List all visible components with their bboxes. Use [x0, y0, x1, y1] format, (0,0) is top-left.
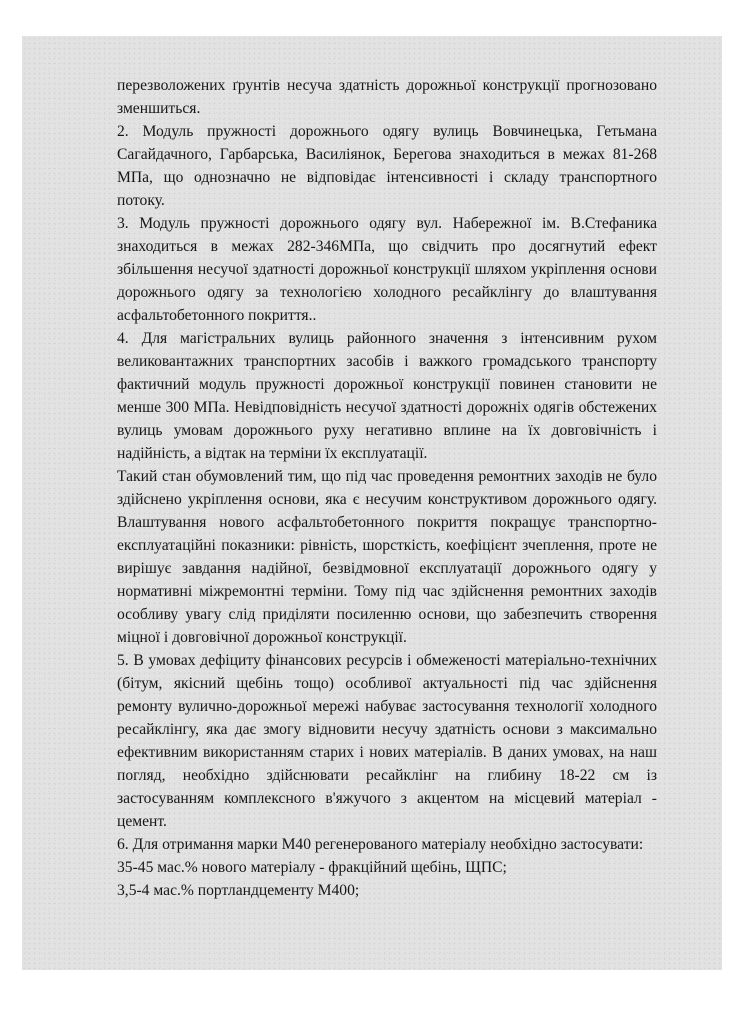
- text-line: зменшиться.: [117, 100, 201, 117]
- text-line: вирішує завдання надійної, безвідмовної експлуатації дорожнього одягу у: [117, 560, 657, 577]
- text-line: експлуатаційні показники: рівність, шорсткість, коефіцієнт зчеплення, проте не: [117, 537, 657, 554]
- document-body: [117, 74, 657, 902]
- text-line: знаходиться в межах 282-346МПа, що свідчить про досягнутий ефект: [117, 238, 657, 255]
- text-line: Сагайдачного, Гарбарська, Василіянок, Берегова знаходиться в межах 81-268: [117, 146, 657, 163]
- text-line: (бітум, якісний щебінь тощо) особливої актуальності під час здійснення: [117, 675, 657, 692]
- text-line: 6. Для отримання марки М40 регенерованого матеріалу необхідно застосувати:: [117, 836, 644, 853]
- text-line: збільшення несучої здатності дорожньої конструкції шляхом укріплення основи: [117, 261, 657, 278]
- text-line: міцної і довговічної дорожньої конструкції.: [117, 629, 407, 646]
- text-line: Влаштування нового асфальтобетонного покриття покращує транспортно-: [117, 514, 657, 531]
- text-line: МПа, що однозначно не відповідає інтенсивності і складу транспортного: [117, 169, 657, 186]
- text-line: асфальтобетонного покриття..: [117, 307, 317, 324]
- text-line: 5. В умовах дефіциту фінансових ресурсів і обмеженості матеріально-технічних: [117, 652, 657, 669]
- text-line: цемент.: [117, 813, 167, 830]
- text-line: менше 300 МПа. Невідповідність несучої здатності дорожніх одягів обстежених: [117, 399, 657, 416]
- text-line: 3,5-4 мас.% портландцементу М400;: [117, 882, 360, 899]
- text-line: 2. Модуль пружності дорожнього одягу вулиць Вовчинецька, Гетьмана: [117, 123, 657, 140]
- text-line: фактичний модуль пружності дорожньої конструкції повинен становити не: [117, 376, 657, 393]
- text-line: ремонту вулично-дорожньої мережі набуває застосування технології холодного: [117, 698, 657, 715]
- text-line: здійснено укріплення основи, яка є несучим конструктивом дорожнього одягу.: [117, 491, 657, 508]
- text-line: 3. Модуль пружності дорожнього одягу вул. Набережної ім. В.Стефаника: [117, 215, 657, 232]
- text-line: Такий стан обумовлений тим, що під час проведення ремонтних заходів не було: [117, 468, 657, 485]
- text-line: потоку.: [117, 192, 165, 209]
- text-line: нормативні міжремонтні терміни. Тому під час здійснення ремонтних заходів: [117, 583, 657, 600]
- text-line: 4. Для магістральних вулиць районного значення з інтенсивним рухом: [117, 330, 657, 347]
- text-line: особливу увагу слід приділяти посиленню основи, що забезпечить створення: [117, 606, 657, 623]
- text-line: великовантажних транспортних засобів і важкого громадського транспорту: [117, 353, 657, 370]
- text-line: застосуванням комплексного в'яжучого з акцентом на місцевий матеріал -: [117, 790, 657, 807]
- text-line: вулиць умовам дорожнього руху негативно вплине на їх довговічність і: [117, 422, 657, 439]
- text-line: ресайклінгу, яка дає змогу відновити несучу здатність основи з максимально: [117, 721, 657, 738]
- text-line: ефективним використанням старих і нових матеріалів. В даних умовах, на наш: [117, 744, 657, 761]
- text-line: надійність, а відтак на терміни їх експлуатації.: [117, 445, 428, 462]
- text-line: дорожнього одягу за технологією холодного ресайклінгу до влаштування: [117, 284, 657, 301]
- text-line: перезволожених ґрунтів несуча здатність дорожньої конструкції прогнозовано: [117, 77, 657, 94]
- text-line: 35-45 мас.% нового матеріалу - фракційний щебінь, ЩПС;: [117, 859, 507, 876]
- text-line: погляд, необхідно здійснювати ресайклінг на глибину 18-22 см із: [117, 767, 657, 784]
